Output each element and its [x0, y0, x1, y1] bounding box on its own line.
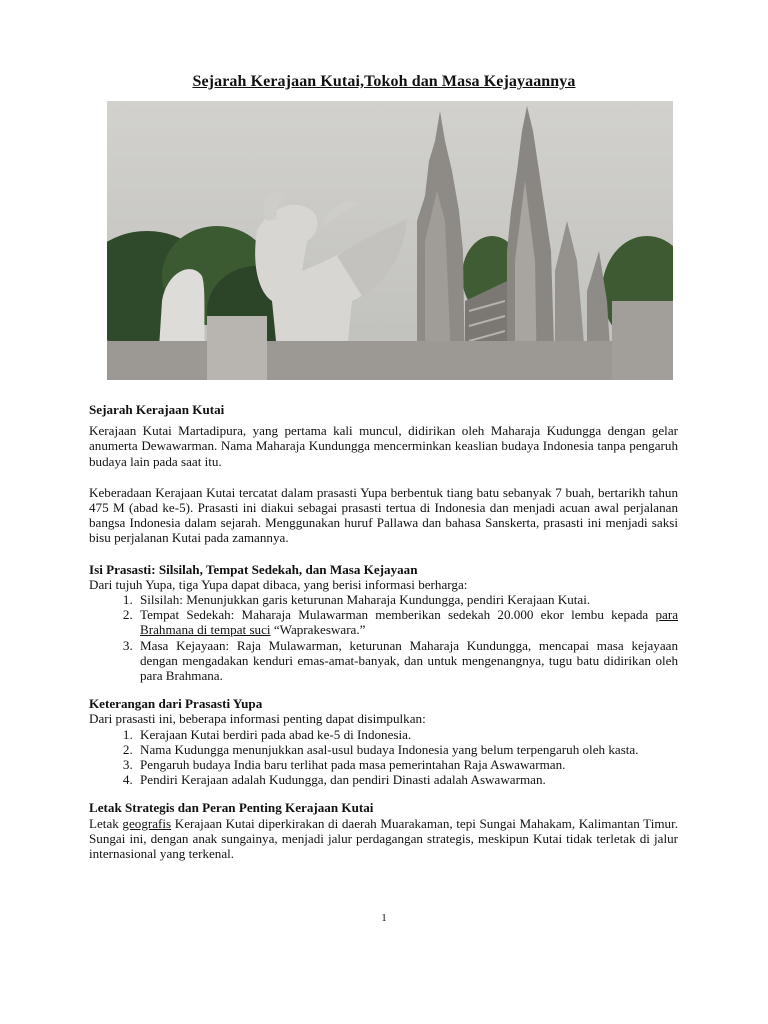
list-item: 2. Nama Kudungga menunjukkan asal-usul budaya Indonesia yang belum terpengaruh oleh kasta.	[136, 742, 678, 757]
list-item-text: Tempat Sedekah: Maharaja Mulawarman memberikan sedekah 20.000 ekor lembu kepada	[140, 607, 656, 623]
paragraph-sejarah-2: Keberadaan Kerajaan Kutai tercatat dalam prasasti Yupa berbentuk tiang batu sebanyak 7 buah, bertarikh tahun 475 M (abad ke-5). Prasasti ini diakui sebagai prasasti tertua di Indonesia dan menjadi acuan awal perjalanan bangsa Indonesia dalam sejarah. Menggunakan huruf Pallawa dan bahasa Sanskerta, prasasti ini menjadi saksi bisu perjalanan Kutai pada zamannya.	[89, 484, 678, 546]
page-number: 1	[381, 912, 387, 924]
paragraph-text: Kerajaan Kutai diperkirakan di daerah Muarakaman, tepi Sungai Mahakam, Kalimantan Timur. Sungai ini, dengan anak sungainya, menjadi jalur perdagangan strategis, meskipun Kutai tidak terletak di jalur internasional yang terkenal.	[89, 815, 678, 862]
document-title: Sejarah Kerajaan Kutai,Tokoh dan Masa Kejayaannya	[192, 73, 576, 90]
list-item	[136, 607, 678, 637]
paragraph-sejarah-1: Kerajaan Kutai Martadipura, yang pertama kali muncul, didirikan oleh Maharaja Kudungga dengan gelar anumerta Dewawarman. Nama Maharaja Kundungga mencerminkan keaslian budaya Indonesia tanpa pengaruh budaya lain pada saat itu.	[89, 423, 678, 469]
section-heading-letak: Letak Strategis dan Peran Penting Kerajaan Kutai	[89, 800, 374, 816]
geografis-link[interactable]: geografis	[122, 815, 172, 831]
section-heading-sejarah: Sejarah Kerajaan Kutai	[89, 402, 225, 417]
underlined-text: para Brahmana di tempat suci	[140, 607, 678, 638]
list-isi-prasasti	[89, 592, 678, 683]
section-heading-keterangan: Keterangan dari Prasasti Yupa	[89, 696, 263, 712]
list-item: 1. Kerajaan Kutai berdiri pada abad ke-5 di Indonesia.	[136, 727, 678, 742]
paragraph-keterangan-intro: Dari prasasti ini, beberapa informasi penting dapat disimpulkan:	[89, 711, 426, 727]
document-body	[89, 402, 678, 861]
list-item: 3. Pengaruh budaya India baru terlihat pada masa pemerintahan Raja Aswawarman.	[136, 757, 678, 772]
temple-photo	[107, 101, 673, 380]
list-item: 1. Silsilah: Menunjukkan garis keturunan Maharaja Kundungga, pendiri Kerajaan Kutai.	[136, 592, 678, 607]
paragraph-isi-intro: Dari tujuh Yupa, tiga Yupa dapat dibaca, yang berisi informasi berharga:	[89, 576, 468, 592]
list-item: 4. Pendiri Kerajaan adalah Kudungga, dan pendiri Dinasti adalah Aswawarman.	[136, 772, 678, 787]
list-keterangan	[89, 727, 678, 788]
paragraph-text: Letak	[89, 815, 123, 831]
list-item-text: “Waprakeswara.”	[270, 622, 366, 638]
paragraph-letak	[89, 816, 678, 862]
section-heading-isi-prasasti: Isi Prasasti: Silsilah, Tempat Sedekah, dan Masa Kejayaan	[89, 561, 418, 577]
list-item: 3. Masa Kejayaan: Raja Mulawarman, keturunan Maharaja Kundungga, mencapai masa kejayaan dengan mengadakan kenduri emas-amat-banyak, dan untuk mengenangnya, tugu batu didirikan oleh para Brahmana.	[136, 638, 678, 684]
